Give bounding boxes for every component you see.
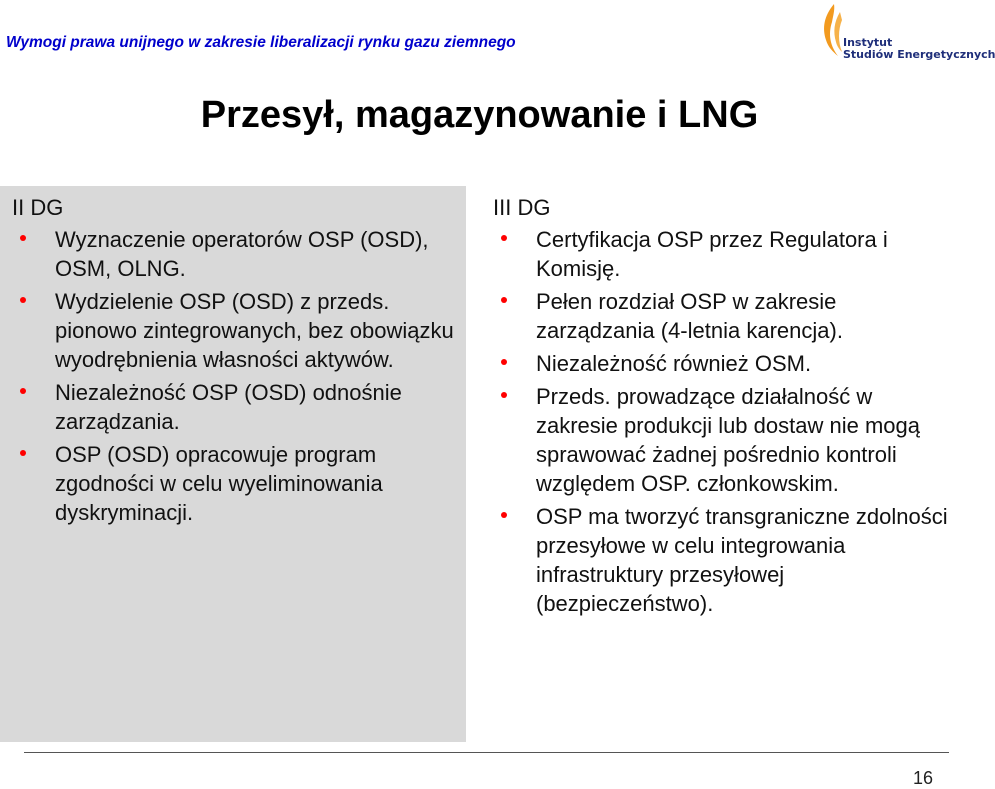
logo-line-1: Instytut [843, 36, 893, 49]
bullet-icon [501, 359, 507, 365]
list-item [12, 287, 460, 374]
right-column-heading: III DG [493, 195, 551, 220]
bullet-text: OSP ma tworzyć transgraniczne zdolności przesyłowe w celu integrowania infrastruktury przesyłowej (bezpieczeństwo). [536, 504, 948, 616]
logo-line-2: Studiów Energetycznych [843, 48, 995, 61]
bullet-icon [20, 297, 26, 303]
list-item [493, 502, 953, 618]
list-item [493, 349, 953, 378]
left-column [12, 193, 460, 531]
right-column [493, 193, 953, 622]
bullet-text: Wyznaczenie operatorów OSP (OSD), OSM, OLNG. [55, 227, 429, 281]
logo-text [843, 37, 995, 61]
list-item [493, 382, 953, 498]
presentation-header-title: Wymogi prawa unijnego w zakresie liberalizacji rynku gazu ziemnego [6, 34, 516, 51]
list-item [12, 378, 460, 436]
institute-logo [820, 2, 995, 64]
bullet-icon [501, 392, 507, 398]
list-item [493, 287, 953, 345]
bullet-text: Pełen rozdział OSP w zakresie zarządzania (4-letnia karencja). [536, 289, 843, 343]
left-bullet-list [12, 225, 460, 527]
bullet-icon [501, 512, 507, 518]
page-title: Przesył, magazynowanie i LNG [200, 94, 759, 136]
right-bullet-list [493, 225, 953, 618]
bullet-icon [501, 235, 507, 241]
footer-divider [24, 752, 949, 753]
list-item [12, 440, 460, 527]
page-number: 16 [913, 768, 934, 788]
list-item [493, 225, 953, 283]
bullet-icon [20, 388, 26, 394]
bullet-text: Wydzielenie OSP (OSD) z przeds. pionowo zintegrowanych, bez obowiązku wyodrębnienia własności aktywów. [55, 289, 454, 372]
bullet-text: Certyfikacja OSP przez Regulatora i Komisję. [536, 227, 888, 281]
left-column-heading: II DG [12, 195, 64, 220]
bullet-text: Niezależność OSP (OSD) odnośnie zarządzania. [55, 380, 402, 434]
bullet-text: Przeds. prowadzące działalność w zakresie produkcji lub dostaw nie mogą sprawować żadnej pośrednio kontroli względem OSP. członkowskim. [536, 384, 920, 496]
list-item [12, 225, 460, 283]
bullet-text: OSP (OSD) opracowuje program zgodności w celu wyeliminowania dyskryminacji. [55, 442, 383, 525]
bullet-text: Niezależność również OSM. [536, 351, 812, 376]
bullet-icon [20, 450, 26, 456]
bullet-icon [20, 235, 26, 241]
bullet-icon [501, 297, 507, 303]
